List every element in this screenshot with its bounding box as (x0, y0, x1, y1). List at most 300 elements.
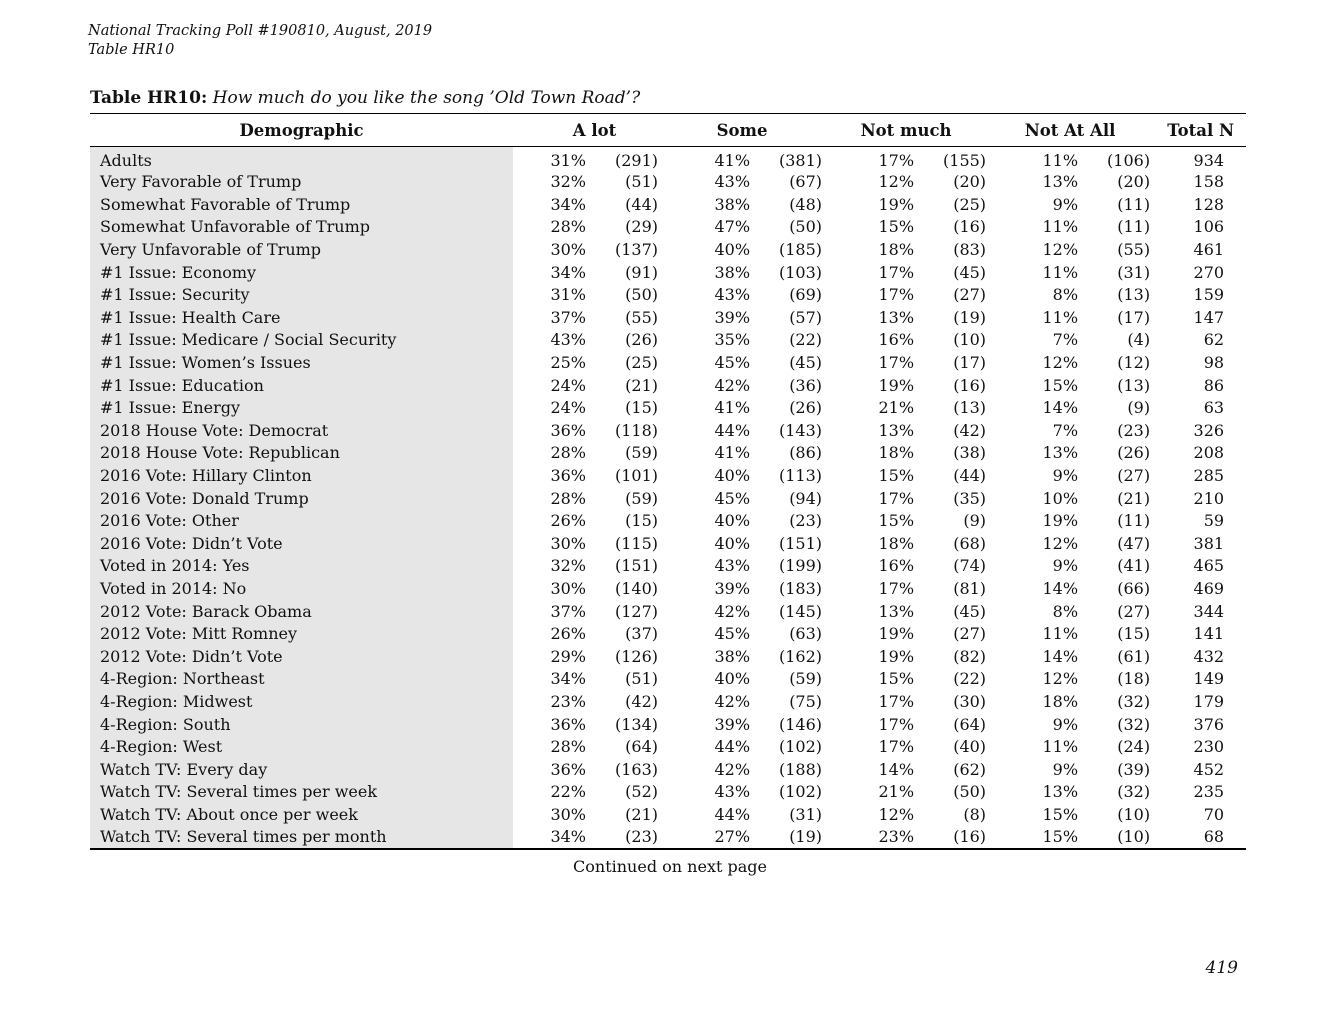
count-cell: (26) (625, 330, 659, 350)
table-row (90, 329, 1246, 352)
count-cell: (25) (625, 353, 659, 373)
table-row (90, 239, 1246, 262)
row-gap (513, 352, 529, 375)
percent-cell: 30% (550, 804, 586, 824)
percent-cell: 36% (550, 759, 586, 779)
total-n-cell: 179 (1193, 691, 1225, 711)
count-cell: (32) (1117, 691, 1151, 711)
count-cell: (59) (625, 488, 659, 508)
total-n-cell: 452 (1193, 759, 1225, 779)
count-cell: (75) (789, 691, 823, 711)
percent-cell: 13% (878, 420, 915, 440)
row-gap (513, 194, 529, 217)
percent-cell: 13% (878, 601, 915, 621)
percent-cell: 18% (878, 240, 915, 260)
row-label: Somewhat Favorable of Trump (90, 194, 513, 217)
row-label: 2016 Vote: Didn’t Vote (90, 533, 513, 556)
percent-cell: 8% (1052, 285, 1079, 305)
percent-cell: 30% (550, 578, 586, 598)
count-cell: (44) (953, 466, 987, 486)
percent-cell: 9% (1052, 714, 1079, 734)
percent-cell: 43% (714, 285, 751, 305)
row-label: 4-Region: South (90, 713, 513, 736)
percent-cell: 30% (550, 240, 586, 260)
count-cell: (155) (943, 151, 987, 170)
percent-cell: 41% (714, 398, 751, 418)
header-row (90, 114, 1246, 147)
percent-cell: 32% (550, 172, 586, 192)
percent-cell: 40% (714, 533, 751, 553)
table-row (90, 826, 1246, 849)
count-cell: (4) (1127, 330, 1151, 350)
count-cell: (45) (953, 601, 987, 621)
percent-cell: 37% (550, 601, 586, 621)
total-n-cell: 63 (1203, 398, 1225, 418)
percent-cell: 11% (1042, 217, 1079, 237)
percent-cell: 17% (878, 714, 915, 734)
row-label: 2012 Vote: Didn’t Vote (90, 645, 513, 668)
count-cell: (27) (1117, 466, 1151, 486)
row-gap (513, 826, 529, 849)
percent-cell: 18% (1042, 691, 1079, 711)
percent-cell: 43% (714, 782, 751, 802)
percent-cell: 36% (550, 420, 586, 440)
total-n-cell: 469 (1193, 578, 1225, 598)
count-cell: (17) (1117, 307, 1151, 327)
percent-cell: 9% (1052, 194, 1079, 214)
row-label: 4-Region: West (90, 736, 513, 759)
poll-title: National Tracking Poll #190810, August, 2019 (88, 23, 433, 39)
percent-cell: 13% (1042, 172, 1079, 192)
count-cell: (86) (789, 443, 823, 463)
table-row (90, 487, 1246, 510)
document-header (88, 22, 432, 60)
table-row (90, 623, 1246, 646)
percent-cell: 17% (878, 353, 915, 373)
count-cell: (145) (779, 601, 823, 621)
percent-cell: 29% (550, 646, 586, 666)
row-gap (513, 510, 529, 533)
col-header-gap (513, 114, 529, 147)
count-cell: (55) (625, 307, 659, 327)
percent-cell: 12% (878, 804, 915, 824)
count-cell: (20) (1117, 172, 1151, 192)
count-cell: (291) (614, 151, 659, 170)
count-cell: (94) (789, 488, 823, 508)
count-cell: (50) (953, 782, 987, 802)
row-gap (513, 397, 529, 420)
count-cell: (140) (614, 578, 659, 598)
table-row (90, 147, 1246, 172)
total-n-cell: 208 (1193, 443, 1225, 463)
count-cell: (64) (953, 714, 987, 734)
table-row (90, 555, 1246, 578)
percent-cell: 39% (714, 578, 751, 598)
row-gap (513, 147, 529, 172)
percent-cell: 24% (550, 398, 586, 418)
percent-cell: 14% (1042, 398, 1079, 418)
count-cell: (41) (1117, 556, 1151, 576)
count-cell: (26) (789, 398, 823, 418)
count-cell: (21) (1117, 488, 1151, 508)
count-cell: (45) (953, 262, 987, 282)
percent-cell: 14% (1042, 578, 1079, 598)
count-cell: (31) (789, 804, 823, 824)
table-row (90, 420, 1246, 443)
total-n-cell: 432 (1193, 646, 1225, 666)
table-row (90, 374, 1246, 397)
count-cell: (27) (953, 285, 987, 305)
count-cell: (55) (1117, 240, 1151, 260)
total-n-cell: 210 (1193, 488, 1225, 508)
total-n-cell: 149 (1193, 669, 1225, 689)
percent-cell: 27% (660, 826, 752, 849)
row-label: 2016 Vote: Donald Trump (90, 487, 513, 510)
row-gap (513, 261, 529, 284)
count-cell: (8) (963, 804, 987, 824)
count-cell: (137) (614, 240, 659, 260)
row-gap (513, 555, 529, 578)
total-n-cell: 344 (1193, 601, 1225, 621)
caption-label: Table HR10: (90, 88, 208, 108)
row-gap (513, 284, 529, 307)
page-number: 419 (1205, 958, 1238, 978)
row-label: Somewhat Unfavorable of Trump (90, 216, 513, 239)
percent-cell: 23% (550, 691, 586, 711)
table-id: Table HR10 (88, 42, 175, 58)
row-gap (513, 668, 529, 691)
caption-question: How much do you like the song ’Old Town Road’? (212, 88, 641, 108)
count-cell: (10) (1080, 826, 1152, 849)
row-label: Watch TV: Several times per month (90, 826, 513, 849)
col-header-not-much: Not much (824, 114, 988, 147)
percent-cell: 13% (1042, 782, 1079, 802)
percent-cell: 13% (1042, 443, 1079, 463)
table-row (90, 600, 1246, 623)
count-cell: (59) (625, 443, 659, 463)
row-label: Very Unfavorable of Trump (90, 239, 513, 262)
count-cell: (32) (1117, 782, 1151, 802)
count-cell: (32) (1117, 714, 1151, 734)
row-label: #1 Issue: Health Care (90, 307, 513, 330)
row-label: 2018 House Vote: Democrat (90, 420, 513, 443)
percent-cell: 15% (1042, 804, 1079, 824)
table-row (90, 397, 1246, 420)
row-gap (513, 171, 529, 194)
percent-cell: 21% (878, 782, 915, 802)
count-cell: (17) (953, 353, 987, 373)
percent-cell: 42% (714, 601, 751, 621)
total-n-cell: 465 (1193, 556, 1225, 576)
percent-cell: 38% (714, 646, 751, 666)
col-header-total-n: Total N (1152, 114, 1246, 147)
row-label: Adults (90, 147, 513, 172)
count-cell: (146) (779, 714, 823, 734)
count-cell: (21) (625, 375, 659, 395)
count-cell: (102) (779, 737, 823, 757)
table-row (90, 352, 1246, 375)
percent-cell: 30% (550, 533, 586, 553)
count-cell: (35) (953, 488, 987, 508)
percent-cell: 13% (878, 307, 915, 327)
percent-cell: 31% (550, 151, 586, 170)
count-cell: (37) (625, 624, 659, 644)
percent-cell: 37% (550, 307, 586, 327)
percent-cell: 35% (714, 330, 751, 350)
total-n-cell: 62 (1203, 330, 1225, 350)
count-cell: (69) (789, 285, 823, 305)
percent-cell: 7% (1052, 330, 1079, 350)
row-gap (513, 713, 529, 736)
percent-cell: 10% (1042, 488, 1079, 508)
table-row (90, 736, 1246, 759)
count-cell: (50) (789, 217, 823, 237)
count-cell: (10) (953, 330, 987, 350)
percent-cell: 34% (529, 826, 588, 849)
percent-cell: 32% (550, 556, 586, 576)
row-label: Voted in 2014: Yes (90, 555, 513, 578)
count-cell: (57) (789, 307, 823, 327)
row-gap (513, 736, 529, 759)
percent-cell: 19% (878, 624, 915, 644)
table-row (90, 194, 1246, 217)
row-label: Watch TV: Several times per week (90, 781, 513, 804)
count-cell: (199) (779, 556, 823, 576)
table-row (90, 216, 1246, 239)
percent-cell: 9% (1052, 556, 1079, 576)
percent-cell: 40% (714, 669, 751, 689)
percent-cell: 42% (714, 375, 751, 395)
row-label: Watch TV: About once per week (90, 804, 513, 827)
count-cell: (16) (953, 375, 987, 395)
count-cell: (27) (1117, 601, 1151, 621)
percent-cell: 26% (550, 511, 586, 531)
count-cell: (42) (625, 691, 659, 711)
percent-cell: 15% (878, 669, 915, 689)
count-cell: (188) (779, 759, 823, 779)
total-n-cell: 230 (1193, 737, 1225, 757)
percent-cell: 9% (1052, 759, 1079, 779)
percent-cell: 36% (550, 714, 586, 734)
percent-cell: 18% (878, 443, 915, 463)
total-n-cell: 326 (1193, 420, 1225, 440)
percent-cell: 28% (550, 737, 586, 757)
table-row (90, 578, 1246, 601)
count-cell: (11) (1117, 194, 1151, 214)
percent-cell: 12% (878, 172, 915, 192)
row-gap (513, 487, 529, 510)
count-cell: (12) (1117, 353, 1151, 373)
count-cell: (23) (588, 826, 660, 849)
percent-cell: 17% (878, 691, 915, 711)
total-n-cell: 159 (1193, 285, 1225, 305)
total-n-cell: 106 (1193, 217, 1225, 237)
percent-cell: 42% (714, 759, 751, 779)
count-cell: (11) (1117, 217, 1151, 237)
percent-cell: 28% (550, 488, 586, 508)
row-label: #1 Issue: Economy (90, 261, 513, 284)
percent-cell: 45% (714, 353, 751, 373)
table-row (90, 758, 1246, 781)
total-n-cell: 68 (1152, 826, 1246, 849)
row-label: 2018 House Vote: Republican (90, 442, 513, 465)
count-cell: (39) (1117, 759, 1151, 779)
count-cell: (26) (1117, 443, 1151, 463)
count-cell: (15) (625, 511, 659, 531)
count-cell: (11) (1117, 511, 1151, 531)
row-gap (513, 691, 529, 714)
count-cell: (115) (614, 533, 659, 553)
count-cell: (18) (1117, 669, 1151, 689)
percent-cell: 41% (714, 151, 751, 170)
percent-cell: 15% (878, 511, 915, 531)
percent-cell: 38% (714, 262, 751, 282)
percent-cell: 41% (714, 443, 751, 463)
count-cell: (162) (779, 646, 823, 666)
total-n-cell: 934 (1193, 151, 1225, 170)
percent-cell: 17% (878, 488, 915, 508)
col-header-a-lot: A lot (529, 114, 660, 147)
row-label: Watch TV: Every day (90, 758, 513, 781)
count-cell: (23) (789, 511, 823, 531)
count-cell: (13) (1117, 285, 1151, 305)
table-row (90, 804, 1246, 827)
table-row (90, 171, 1246, 194)
count-cell: (68) (953, 533, 987, 553)
table-row (90, 668, 1246, 691)
percent-cell: 25% (550, 353, 586, 373)
percent-cell: 44% (714, 420, 751, 440)
percent-cell: 21% (878, 398, 915, 418)
percent-cell: 22% (550, 782, 586, 802)
count-cell: (31) (1117, 262, 1151, 282)
table-row (90, 284, 1246, 307)
count-cell: (16) (916, 826, 988, 849)
percent-cell: 38% (714, 194, 751, 214)
percent-cell: 11% (1042, 624, 1079, 644)
row-gap (513, 645, 529, 668)
count-cell: (106) (1107, 151, 1151, 170)
count-cell: (101) (614, 466, 659, 486)
total-n-cell: 376 (1193, 714, 1225, 734)
percent-cell: 9% (1052, 466, 1079, 486)
percent-cell: 17% (878, 578, 915, 598)
count-cell: (61) (1117, 646, 1151, 666)
count-cell: (51) (625, 172, 659, 192)
count-cell: (118) (614, 420, 659, 440)
count-cell: (16) (953, 217, 987, 237)
count-cell: (62) (953, 759, 987, 779)
total-n-cell: 158 (1193, 172, 1225, 192)
percent-cell: 11% (1042, 151, 1079, 170)
count-cell: (50) (625, 285, 659, 305)
total-n-cell: 86 (1203, 375, 1225, 395)
row-gap (513, 758, 529, 781)
count-cell: (143) (779, 420, 823, 440)
count-cell: (66) (1117, 578, 1151, 598)
row-gap (513, 804, 529, 827)
row-gap (513, 329, 529, 352)
percent-cell: 31% (550, 285, 586, 305)
table-row (90, 307, 1246, 330)
count-cell: (81) (953, 578, 987, 598)
table-row (90, 442, 1246, 465)
col-header-demographic: Demographic (90, 114, 513, 147)
table-row (90, 713, 1246, 736)
count-cell: (48) (789, 194, 823, 214)
count-cell: (151) (614, 556, 659, 576)
count-cell: (127) (614, 601, 659, 621)
row-label: #1 Issue: Security (90, 284, 513, 307)
count-cell: (40) (953, 737, 987, 757)
row-label: 2012 Vote: Barack Obama (90, 600, 513, 623)
count-cell: (47) (1117, 533, 1151, 553)
count-cell: (19) (752, 826, 824, 849)
row-label: #1 Issue: Education (90, 374, 513, 397)
count-cell: (91) (625, 262, 659, 282)
percent-cell: 11% (1042, 307, 1079, 327)
percent-cell: 16% (878, 330, 915, 350)
percent-cell: 18% (878, 533, 915, 553)
total-n-cell: 285 (1193, 466, 1225, 486)
total-n-cell: 128 (1193, 194, 1225, 214)
count-cell: (67) (789, 172, 823, 192)
percent-cell: 17% (878, 151, 915, 170)
count-cell: (15) (625, 398, 659, 418)
count-cell: (52) (625, 782, 659, 802)
percent-cell: 17% (878, 737, 915, 757)
count-cell: (64) (625, 737, 659, 757)
row-gap (513, 533, 529, 556)
percent-cell: 40% (714, 240, 751, 260)
count-cell: (13) (1117, 375, 1151, 395)
count-cell: (24) (1117, 737, 1151, 757)
percent-cell: 12% (1042, 669, 1079, 689)
count-cell: (82) (953, 646, 987, 666)
total-n-cell: 461 (1193, 240, 1225, 260)
count-cell: (27) (953, 624, 987, 644)
percent-cell: 45% (714, 488, 751, 508)
count-cell: (113) (779, 466, 823, 486)
row-label: 2016 Vote: Hillary Clinton (90, 465, 513, 488)
row-label: 2012 Vote: Mitt Romney (90, 623, 513, 646)
count-cell: (103) (779, 262, 823, 282)
table-row (90, 781, 1246, 804)
count-cell: (185) (779, 240, 823, 260)
count-cell: (44) (625, 194, 659, 214)
count-cell: (83) (953, 240, 987, 260)
percent-cell: 34% (550, 669, 586, 689)
total-n-cell: 147 (1193, 307, 1225, 327)
table-row (90, 691, 1246, 714)
percent-cell: 40% (714, 511, 751, 531)
percent-cell: 26% (550, 624, 586, 644)
percent-cell: 34% (550, 194, 586, 214)
col-header-not-at-all: Not At All (988, 114, 1152, 147)
count-cell: (151) (779, 533, 823, 553)
percent-cell: 7% (1052, 420, 1079, 440)
total-n-cell: 70 (1203, 804, 1225, 824)
percent-cell: 42% (714, 691, 751, 711)
percent-cell: 47% (714, 217, 751, 237)
percent-cell: 17% (878, 262, 915, 282)
count-cell: (19) (953, 307, 987, 327)
count-cell: (30) (953, 691, 987, 711)
row-gap (513, 623, 529, 646)
percent-cell: 17% (878, 285, 915, 305)
row-label: 4-Region: Midwest (90, 691, 513, 714)
table-caption (90, 88, 640, 108)
